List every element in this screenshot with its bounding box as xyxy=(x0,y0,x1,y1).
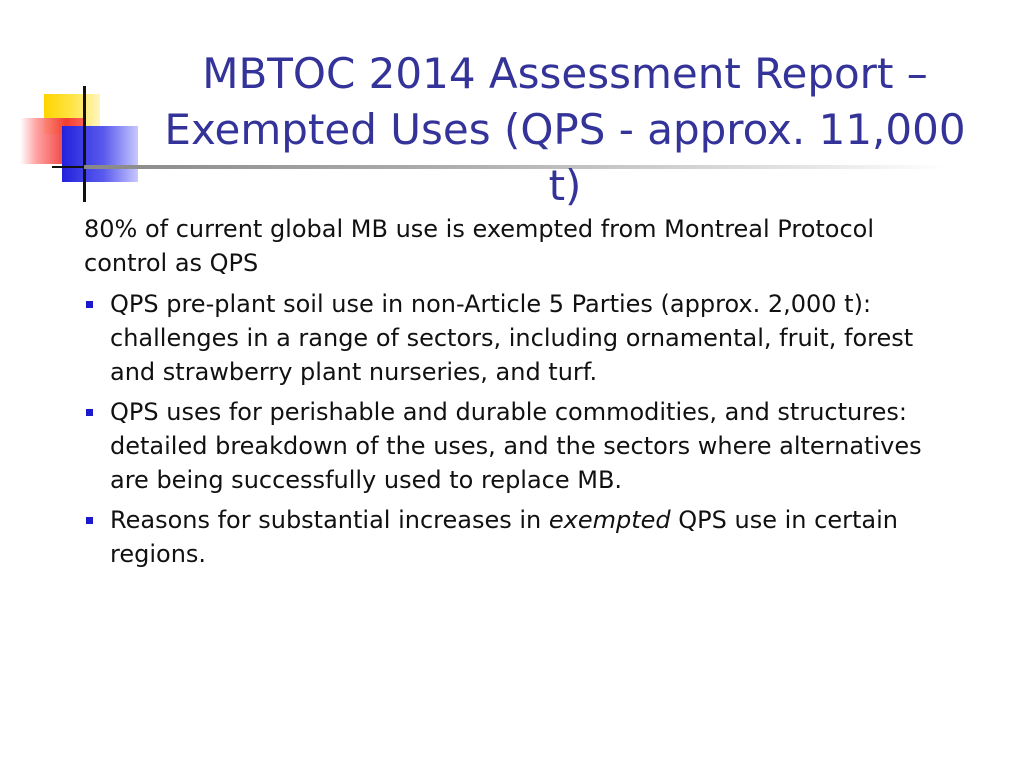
slide-body xyxy=(84,212,964,577)
square-bullet-icon xyxy=(86,409,93,416)
bullet-list xyxy=(84,287,964,571)
bullet-text-before: Reasons for substantial increases in xyxy=(110,506,549,534)
square-bullet-icon xyxy=(86,301,93,308)
intro-paragraph: 80% of current global MB use is exempted from Montreal Protocol control as QPS xyxy=(84,215,875,277)
vertical-line xyxy=(83,86,86,202)
bullet-text: QPS pre-plant soil use in non-Article 5 Parties (approx. 2,000 t): challenges in a range of sectors, including ornamental, fruit, forest and strawberry plant nurseries, and turf. xyxy=(110,290,914,386)
title-line-2: Exempted Uses (QPS - approx. 11,000 t) xyxy=(164,105,966,210)
bullet-text-italic: exempted xyxy=(548,506,671,534)
bullet-item xyxy=(84,503,964,571)
square-bullet-icon xyxy=(86,517,93,524)
bullet-item xyxy=(84,395,964,497)
title-line-1: MBTOC 2014 Assessment Report – xyxy=(202,49,928,98)
bullet-text xyxy=(110,506,898,568)
bullet-text: QPS uses for perishable and durable commodities, and structures: detailed breakdown of the uses, and the sectors where alternatives are being successfully used to replace MB. xyxy=(110,398,922,494)
decorative-squares-icon xyxy=(0,0,160,210)
bullet-item xyxy=(84,287,964,389)
slide-title xyxy=(150,46,980,214)
bullet-text-after: QPS use in certain regions. xyxy=(110,506,898,568)
blue-square xyxy=(62,126,138,182)
